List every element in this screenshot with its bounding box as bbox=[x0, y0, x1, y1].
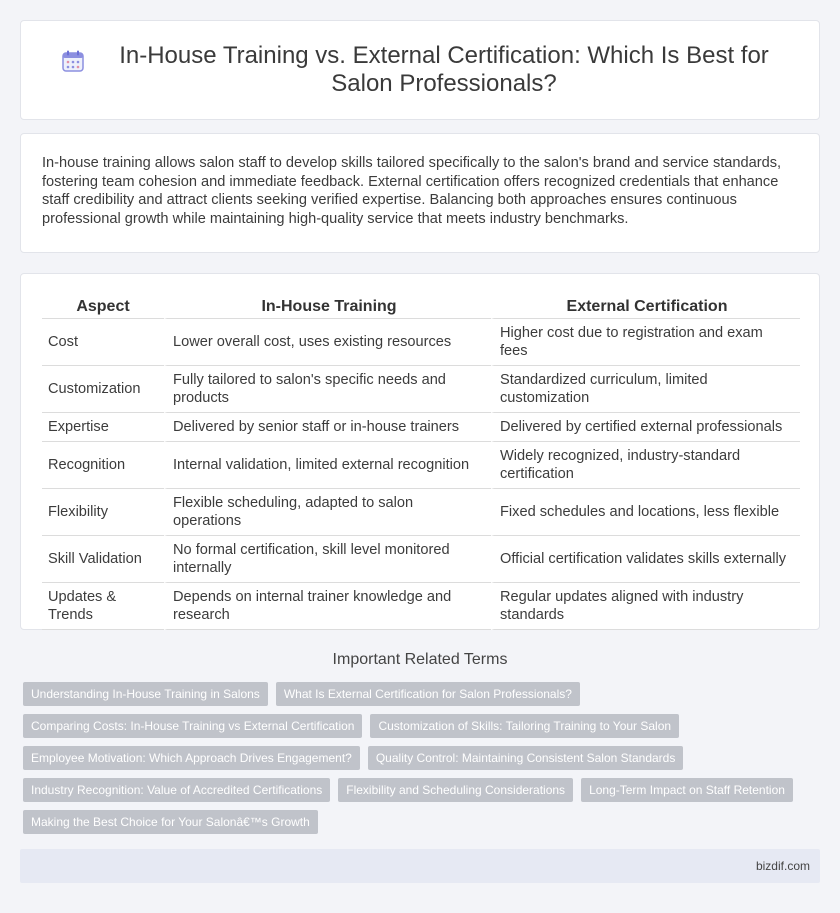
table-row bbox=[42, 583, 800, 630]
external-cell: Fixed schedules and locations, less flexible bbox=[491, 489, 800, 536]
in-house-cell: Internal validation, limited external recognition bbox=[164, 442, 491, 489]
external-cell: Higher cost due to registration and exam fees bbox=[491, 319, 800, 366]
table-row bbox=[42, 413, 800, 442]
in-house-cell: Delivered by senior staff or in-house trainers bbox=[164, 413, 491, 442]
header-card bbox=[20, 20, 820, 120]
in-house-cell: Lower overall cost, uses existing resources bbox=[164, 319, 491, 366]
related-terms-heading: Important Related Terms bbox=[332, 651, 508, 668]
aspect-cell: Skill Validation bbox=[42, 536, 164, 583]
related-term-link[interactable]: Understanding In-House Training in Salons bbox=[23, 682, 268, 706]
related-term-link[interactable]: Employee Motivation: Which Approach Drives Engagement? bbox=[23, 746, 360, 770]
page-title: In-House Training vs. External Certification: Which Is Best for Salon Professionals? bbox=[119, 42, 769, 97]
in-house-cell: Fully tailored to salon's specific needs and products bbox=[164, 366, 491, 413]
comparison-card bbox=[20, 273, 820, 630]
intro-paragraph: In-house training allows salon staff to develop skills tailored specifically to the salon's brand and service standards, fostering team cohesion and immediate feedback. External certification offers recognized credentials that enhance staff credibility and attract clients seeking verified expertise. Balancing both approaches ensures continuous professional growth while maintaining high-quality service that meets industry benchmarks. bbox=[42, 155, 782, 227]
table-row bbox=[42, 319, 800, 366]
related-term-link[interactable]: Long-Term Impact on Staff Retention bbox=[581, 778, 793, 802]
related-term-link[interactable]: Quality Control: Maintaining Consistent Salon Standards bbox=[368, 746, 684, 770]
intro-card bbox=[20, 133, 820, 253]
external-cell: Official certification validates skills externally bbox=[491, 536, 800, 583]
aspect-cell: Recognition bbox=[42, 442, 164, 489]
header-external: External Certification bbox=[491, 294, 800, 319]
aspect-cell: Expertise bbox=[42, 413, 164, 442]
aspect-cell: Flexibility bbox=[42, 489, 164, 536]
table-header-row bbox=[42, 294, 800, 319]
external-cell: Delivered by certified external professionals bbox=[491, 413, 800, 442]
aspect-cell: Updates & Trends bbox=[42, 583, 164, 630]
footer-brand[interactable]: bizdif.com bbox=[755, 859, 810, 873]
aspect-cell: Customization bbox=[42, 366, 164, 413]
related-term-link[interactable]: Customization of Skills: Tailoring Training to Your Salon bbox=[370, 714, 679, 738]
external-cell: Standardized curriculum, limited customization bbox=[491, 366, 800, 413]
table-row bbox=[42, 442, 800, 489]
aspect-cell: Cost bbox=[42, 319, 164, 366]
external-cell: Regular updates aligned with industry standards bbox=[491, 583, 800, 630]
title-wrap bbox=[61, 42, 779, 98]
in-house-cell: No formal certification, skill level monitored internally bbox=[164, 536, 491, 583]
footer bbox=[20, 849, 820, 883]
external-cell: Widely recognized, industry-standard certification bbox=[491, 442, 800, 489]
related-term-link[interactable]: Industry Recognition: Value of Accredited Certifications bbox=[23, 778, 330, 802]
related-terms-list bbox=[23, 682, 823, 834]
header-aspect: Aspect bbox=[42, 294, 164, 319]
header-in-house: In-House Training bbox=[164, 294, 491, 319]
calendar-icon bbox=[61, 49, 85, 73]
table-row bbox=[42, 489, 800, 536]
table-row bbox=[42, 366, 800, 413]
table-row bbox=[42, 536, 800, 583]
in-house-cell: Flexible scheduling, adapted to salon operations bbox=[164, 489, 491, 536]
related-term-link[interactable]: Comparing Costs: In-House Training vs External Certification bbox=[23, 714, 362, 738]
related-term-link[interactable]: Flexibility and Scheduling Considerations bbox=[338, 778, 573, 802]
related-term-link[interactable]: Making the Best Choice for Your Salonâ€™s Growth bbox=[23, 810, 318, 834]
related-term-link[interactable]: What Is External Certification for Salon Professionals? bbox=[276, 682, 580, 706]
comparison-table bbox=[42, 294, 800, 630]
in-house-cell: Depends on internal trainer knowledge and research bbox=[164, 583, 491, 630]
